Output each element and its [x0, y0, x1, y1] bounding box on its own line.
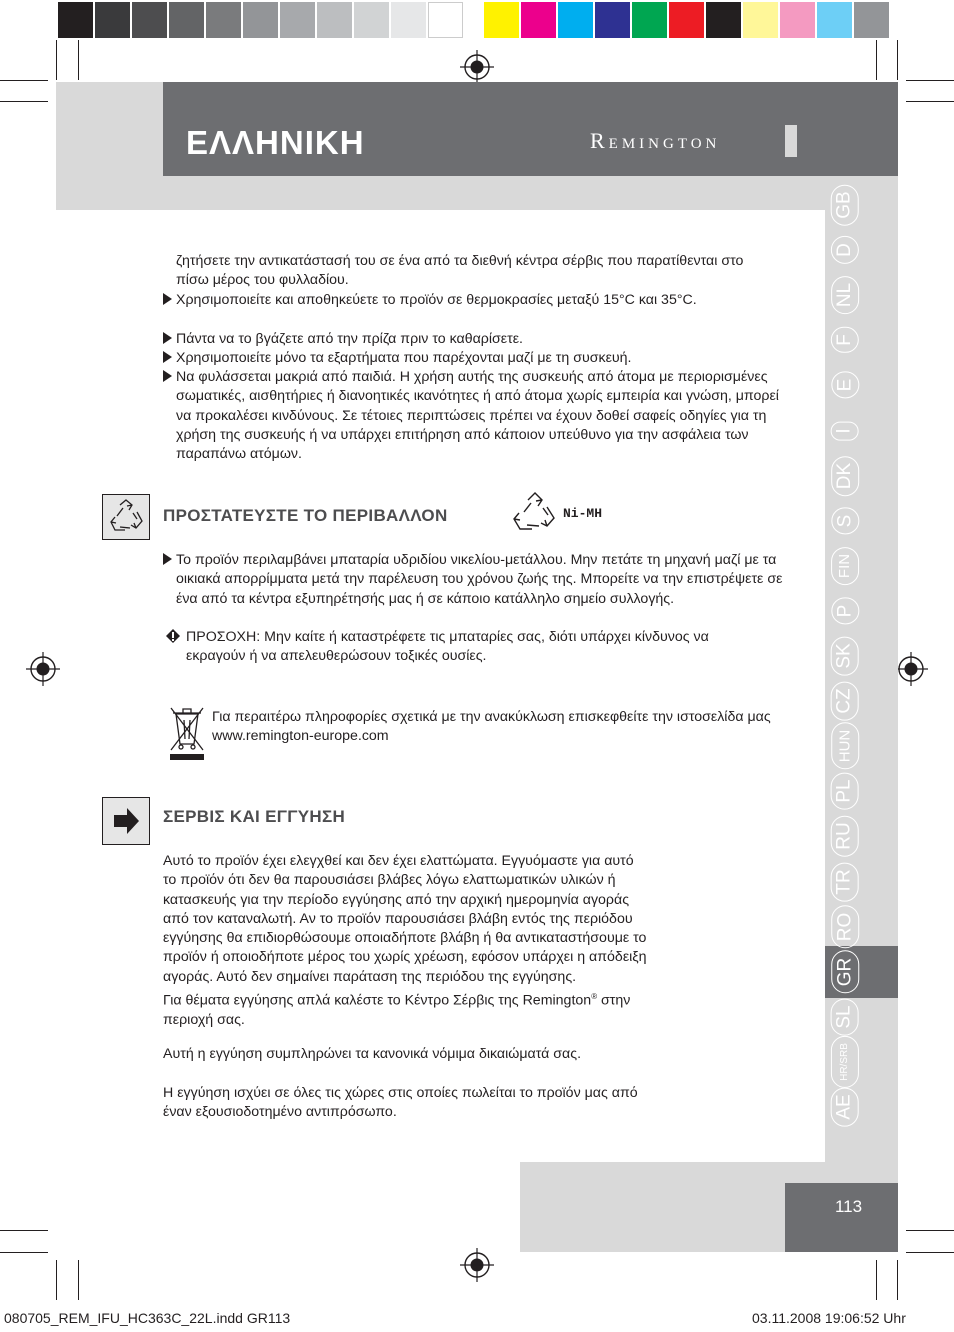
language-tab-label: HR/SRB	[831, 1036, 859, 1088]
language-tab-label: FIN	[831, 547, 859, 585]
registration-mark-icon	[26, 652, 60, 686]
language-tab-label: AE	[831, 1087, 859, 1126]
language-tab-label: NL	[831, 276, 859, 314]
nimh-recycle-icon	[508, 488, 562, 536]
safety-bullet: Χρησιμοποιείτε και αποθηκεύετε το προϊόν σε θερμοκρασίες μεταξύ 15°C και 35°C.	[176, 292, 697, 308]
registration-mark-icon	[894, 652, 928, 686]
crop-mark	[876, 1260, 877, 1300]
color-swatch	[428, 2, 463, 38]
language-tab-dk[interactable]	[828, 457, 862, 495]
color-swatch	[817, 2, 852, 38]
color-swatch	[132, 2, 167, 38]
language-tab-label: GB	[831, 184, 859, 225]
language-tab-sl[interactable]	[828, 998, 862, 1036]
crop-mark	[876, 40, 877, 80]
crop-mark	[0, 101, 48, 102]
language-tab-label: GR	[831, 950, 859, 993]
bullet-arrow-icon	[163, 293, 172, 305]
nimh-label: Ni-MH	[563, 506, 603, 521]
color-swatch	[354, 2, 389, 38]
safety-bullet: Να φυλάσσεται μακριά από παιδιά. Η χρήση αυτής της συσκευής από άτομα με περιορισμένες σωματικές, αισθητήριες ή διανοητικές ικανότητες ή από άτομα χωρίς εμπειρία και γνώση, μπορεί να προκαλέσει κινδύνους. Σε τέτοιες περιπτώσεις πρέπει να έχουν δοθεί σαφείς οδηγίες για τη χρήση της συσκευής ή να υπάρχει επιτήρηση από κάποιον υπεύθυνο για την ασφάλεια των παραπάνω ατόμων.	[176, 369, 779, 463]
crop-mark	[0, 1252, 48, 1253]
bullet-arrow-icon	[163, 332, 172, 344]
language-tab-label: I	[831, 421, 859, 440]
page-number-block	[785, 1183, 898, 1252]
registration-mark-icon	[460, 1248, 494, 1282]
crop-mark	[906, 80, 954, 81]
bullet-arrow-icon	[163, 351, 172, 363]
color-swatch	[743, 2, 778, 38]
service-heading: ΣΕΡΒΙΣ ΚΑΙ ΕΓΓΥΗΣΗ	[163, 807, 346, 826]
service-rights: Αυτή η εγγύηση συμπληρώνει τα κανονικά νόμιμα δικαιώματά σας.	[163, 1046, 582, 1062]
color-swatch	[206, 2, 241, 38]
text-line: έναν εξουσιοδοτημένο αντιπρόσωπο.	[163, 1104, 397, 1121]
crop-mark	[56, 1260, 57, 1300]
recycle-icon	[102, 494, 150, 540]
language-tab-label: CZ	[831, 681, 859, 720]
language-tab-cz[interactable]	[828, 682, 862, 720]
language-tab-p[interactable]	[828, 592, 862, 630]
language-tab-gr[interactable]	[828, 953, 862, 991]
language-tab-f[interactable]	[828, 321, 862, 359]
crop-mark	[0, 80, 48, 81]
gray-color-bar	[58, 2, 463, 38]
text-line: αγοράς. Αυτό δεν σημαίνει παράταση της περιόδου της εγγύησης.	[163, 968, 577, 985]
color-swatch	[854, 2, 889, 38]
language-tab-i[interactable]	[828, 412, 862, 450]
process-color-bar	[484, 2, 889, 38]
text-line: περιοχή σας.	[163, 1012, 245, 1029]
crop-mark	[906, 1252, 954, 1253]
footer-timestamp: 03.11.2008 19:06:52 Uhr	[752, 1310, 906, 1326]
language-tab-label: SK	[831, 636, 859, 675]
text-line: Η εγγύηση ισχύει σε όλες τις χώρες στις οποίες πωλείται το προϊόν μας από	[163, 1085, 638, 1101]
language-tab-label: DK	[831, 455, 859, 495]
crop-mark	[56, 40, 57, 80]
language-tab-nl[interactable]	[828, 276, 862, 314]
text-line: εγγύησης θα επιδιορθώσουμε οποιαδήποτε βλάβη ή θα αντικαταστήσουμε το	[163, 930, 647, 947]
language-tab-hun[interactable]	[828, 727, 862, 765]
language-tab-ro[interactable]	[828, 908, 862, 946]
language-tab-d[interactable]	[828, 231, 862, 269]
color-swatch	[280, 2, 315, 38]
text-line: Αυτό το προϊόν έχει ελεγχθεί και δεν έχει ελαττώματα. Εγγυόμαστε για αυτό	[163, 853, 634, 869]
color-swatch	[317, 2, 352, 38]
language-tab-label: SL	[831, 998, 859, 1035]
weee-info: Για περαιτέρω πληροφορίες σχετικά με την ανακύκλωση επισκεφθείτε την ιστοσελίδα μας www.remington-europe.com	[212, 709, 771, 745]
crop-mark	[906, 101, 954, 102]
text-line-part: Για θέματα εγγύησης απλά καλέστε το Κέντρο Σέρβις της Remington	[163, 992, 592, 1009]
service-paragraph	[163, 852, 803, 1030]
language-tab-ru[interactable]	[828, 817, 862, 855]
battery-warning: ΠΡΟΣΟΧΗ: Μην καίτε ή καταστρέφετε τις μπαταρίες σας, διότι υπάρχει κίνδυνος να εκραγούν ή να απελευθερώσουν τοξικές ουσίες.	[186, 629, 709, 665]
crop-mark	[897, 40, 898, 80]
language-tab-ae[interactable]	[828, 1088, 862, 1126]
warning-icon	[165, 628, 181, 644]
crop-mark	[78, 1260, 79, 1300]
language-tab-pl[interactable]	[828, 772, 862, 810]
text-line-part: στην	[597, 992, 631, 1009]
color-swatch	[243, 2, 278, 38]
language-tab-fin[interactable]	[828, 547, 862, 585]
language-tab-gb[interactable]	[828, 186, 862, 224]
text-line: από τον καταναλωτή. Αν το προϊόν παρουσιάσει βλάβη εντός της περιόδου	[163, 910, 633, 927]
color-swatch	[780, 2, 815, 38]
language-tab-hr-srb[interactable]	[828, 1043, 862, 1081]
bullet-arrow-icon	[163, 370, 172, 382]
text-line: κατασκευής για την περίοδο εγγύησης από την αρχική ημερομηνία αγοράς	[163, 891, 630, 908]
page-number: 113	[834, 1197, 863, 1216]
language-tab-label: S	[831, 507, 859, 534]
color-swatch	[169, 2, 204, 38]
environment-heading: ΠΡΟΣΤΑΤΕΥΣΤΕ ΤΟ ΠΕΡΙΒΑΛΛΟΝ	[163, 506, 448, 525]
text-line: προϊόν ή οποιοδήποτε μέρος του χωρίς χρέωση, εφόσον υπάρχει η απόδειξη	[163, 949, 647, 966]
language-tab-sk[interactable]	[828, 637, 862, 675]
color-swatch	[391, 2, 426, 38]
safety-bullet: Πάντα να το βγάζετε από την πρίζα πριν το καθαρίσετε.	[176, 331, 523, 347]
crop-mark	[78, 40, 79, 80]
brand-accent-bar	[785, 125, 797, 157]
registration-mark-icon	[460, 50, 494, 84]
arrow-right-icon	[102, 797, 150, 845]
text-line: το προϊόν ότι δεν θα παρουσιάσει βλάβες λόγω ελαττωματικών υλικών ή	[163, 872, 616, 889]
language-tab-label: D	[831, 236, 859, 264]
brand-logo: Remington	[590, 128, 721, 153]
language-tab-label: E	[831, 372, 859, 399]
color-swatch	[558, 2, 593, 38]
color-swatch	[521, 2, 556, 38]
color-swatch	[95, 2, 130, 38]
safety-continuation: ζητήσετε την αντικατάστασή του σε ένα από τα διεθνή κέντρα σέρβις που παρατίθενται στο πίσω μέρος του φυλλαδίου.	[176, 253, 744, 289]
color-swatch	[484, 2, 519, 38]
safety-bullet: Χρησιμοποιείτε μόνο τα εξαρτήματα που παρέχονται μαζί με τη συσκευή.	[176, 350, 632, 366]
text-line	[163, 987, 803, 1011]
language-tab-label: RO	[831, 905, 859, 948]
language-tab-label: RU	[831, 816, 859, 857]
language-tab-e[interactable]	[828, 366, 862, 404]
color-swatch	[706, 2, 741, 38]
crop-mark	[897, 1260, 898, 1300]
language-tab-tr[interactable]	[828, 863, 862, 901]
language-tab-label: PL	[831, 773, 859, 810]
registered-mark: ®	[591, 992, 598, 1002]
crop-mark	[906, 1230, 954, 1231]
color-swatch	[669, 2, 704, 38]
weee-bin-icon	[164, 700, 208, 762]
language-tab-s[interactable]	[828, 502, 862, 540]
service-validity	[163, 1084, 803, 1123]
footer-filename: 080705_REM_IFU_HC363C_22L.indd GR113	[4, 1310, 291, 1326]
crop-mark	[0, 1230, 48, 1231]
color-swatch	[595, 2, 630, 38]
language-tab-label: TR	[831, 862, 859, 901]
color-swatch	[58, 2, 93, 38]
language-tab-label: F	[831, 327, 859, 353]
page-title: ΕΛΛΗΝΙΚΗ	[186, 124, 365, 161]
bullet-arrow-icon	[163, 553, 172, 565]
language-tab-label: P	[831, 598, 859, 625]
language-tab-label: HUN	[831, 723, 859, 770]
environment-bullet: Το προϊόν περιλαμβάνει μπαταρία υδριδίου νικελίου-μετάλλου. Μην πετάτε τη μηχανή μαζί με τα οικιακά απορρίμματα μετά την παρέλευση του χρόνου ζωής της. Μπορείτε να την επιστρέψετε σε ένα από τα κέντρα εξυπηρέτησής μας ή σε κάποιο κατάλληλο σημείο συλλογής.	[176, 552, 783, 607]
color-swatch	[632, 2, 667, 38]
